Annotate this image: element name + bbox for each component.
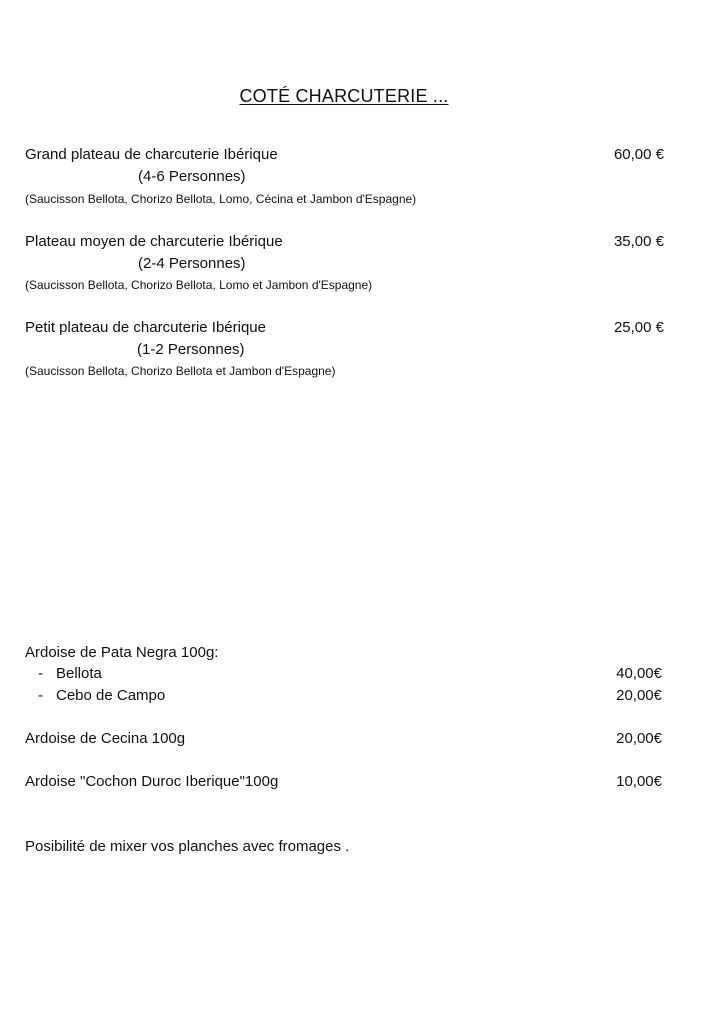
platter-persons: (4-6 Personnes) xyxy=(138,168,246,185)
footer-note: Posibilité de mixer vos planches avec fromages . xyxy=(25,838,350,855)
platter-price: 60,00 € xyxy=(613,146,664,163)
platter-name: Plateau moyen de charcuterie Ibérique xyxy=(25,233,283,250)
platter-description: (Saucisson Bellota, Chorizo Bellota, Lomo, Cécina et Jambon d'Espagne) xyxy=(25,192,417,206)
pata-negra-option-label: Bellota xyxy=(56,665,102,682)
pata-negra-option-price: 20,00€ xyxy=(616,687,662,704)
platter-persons: (1-2 Personnes) xyxy=(137,341,245,358)
slate-price: 20,00€ xyxy=(616,730,662,747)
platter-name: Grand plateau de charcuterie Ibérique xyxy=(25,146,278,163)
section-title: COTÉ CHARCUTERIE ... xyxy=(239,86,449,106)
platter-persons: (2-4 Personnes) xyxy=(138,255,246,272)
pata-negra-option-price: 40,00€ xyxy=(616,665,662,682)
list-bullet: - xyxy=(38,687,43,704)
platter-price: 25,00 € xyxy=(613,319,664,336)
platter-price: 35,00 € xyxy=(613,233,664,250)
platter-description: (Saucisson Bellota, Chorizo Bellota et Jambon d'Espagne) xyxy=(25,364,336,378)
slate-price: 10,00€ xyxy=(616,773,662,790)
platter-name: Petit plateau de charcuterie Ibérique xyxy=(25,319,266,336)
slate-name: Ardoise de Cecina 100g xyxy=(25,730,186,747)
slate-name: Ardoise "Cochon Duroc Iberique"100g xyxy=(25,773,279,790)
list-bullet: - xyxy=(38,665,43,682)
platter-description: (Saucisson Bellota, Chorizo Bellota, Lomo et Jambon d'Espagne) xyxy=(25,278,373,292)
pata-negra-option-label: Cebo de Campo xyxy=(56,687,166,704)
pata-negra-name: Ardoise de Pata Negra 100g: xyxy=(25,644,219,661)
